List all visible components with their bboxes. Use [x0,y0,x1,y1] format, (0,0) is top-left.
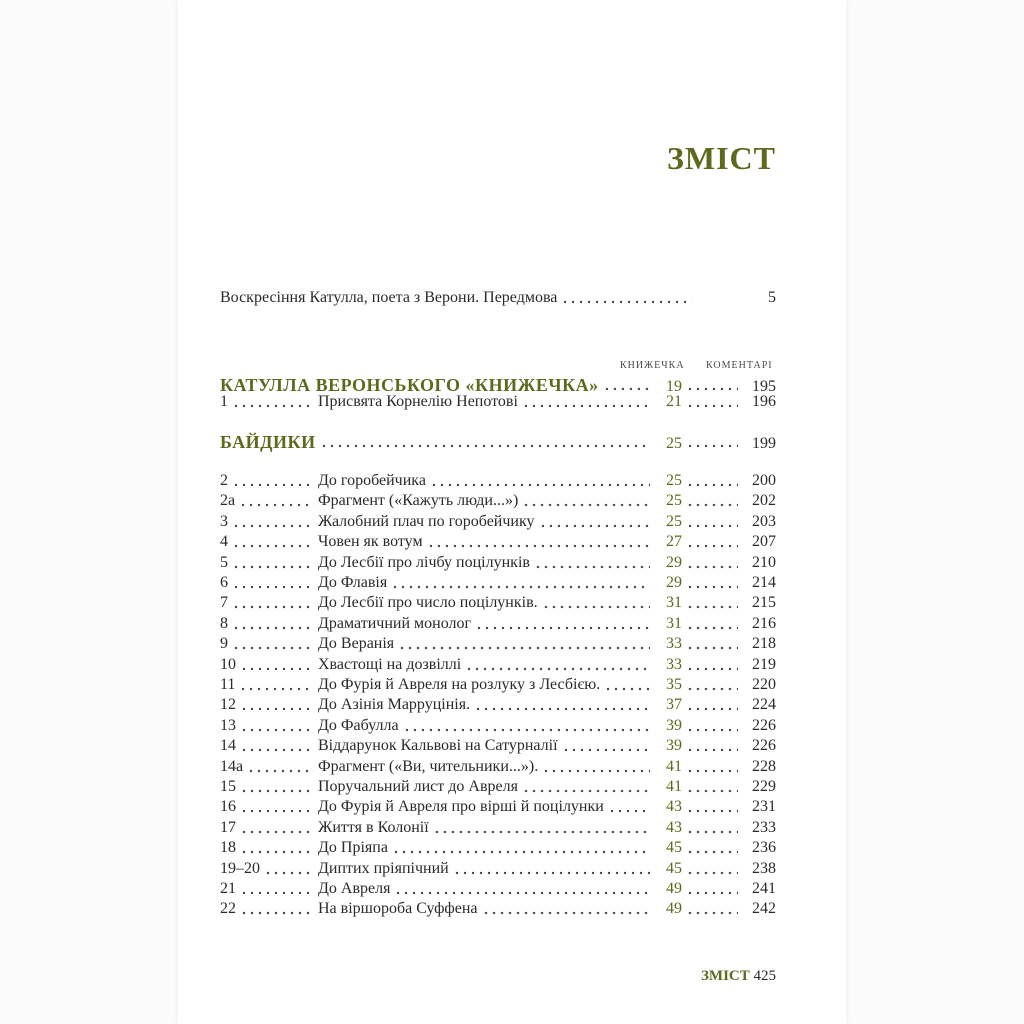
dot-leader [686,499,738,507]
book-page-number: 45 [666,859,682,877]
book-page-number: 39 [666,716,682,734]
toc-entry [220,757,776,777]
poem-title: Поручальний лист до Авреля [318,778,518,795]
toc-entry [220,532,776,552]
dot-leader [240,724,314,732]
poem-title: Жалобний плач по горобейчику [318,512,535,530]
book-page-number: 43 [666,818,682,836]
dot-leader [232,561,314,569]
book-page-number: 29 [666,553,682,571]
preface-title: Воскресіння Катулла, поета з Верони. Передмова [220,289,558,306]
book-page-number: 21 [666,393,682,410]
poem-number: 19–20 [220,859,260,877]
poem-title: Присвята Корнелію Непотові [318,393,518,410]
dot-leader [403,724,650,732]
comment-page-number: 214 [752,574,776,591]
dot-leader [686,826,738,834]
dot-leader [539,520,650,528]
dot-leader [686,520,738,528]
dot-leader [686,642,738,650]
book-page-number: 33 [666,655,682,673]
dot-leader [686,765,738,773]
dot-leader [247,765,314,773]
toc-entry [220,614,776,634]
dot-leader [240,907,314,915]
comment-page-number: 229 [752,778,776,795]
dot-leader [232,400,314,408]
book-page-number: 41 [666,778,682,795]
dot-leader [394,887,650,895]
poem-title: Диптих пріяпічний [318,859,449,877]
toc-entry [220,859,776,879]
poem-number: 5 [220,553,228,571]
toc-entry [220,695,776,715]
section-title: БАЙДИКИ [220,432,316,452]
toc-entry [220,736,776,756]
comment-page-number: 226 [752,737,776,755]
comment-page-number: 202 [752,492,776,510]
poem-number: 3 [220,512,228,530]
dot-leader [686,846,738,854]
poem-title: До Фурія й Авреля про вірші й поцілунки [318,798,604,816]
comment-page-number: 236 [752,839,776,857]
dot-leader [604,683,650,691]
comment-page-number: 195 [752,378,776,395]
book-page-number: 35 [666,676,682,693]
poem-title: До Лесбії про лічбу поцілунків [318,553,530,571]
dot-leader [686,805,738,813]
dot-leader [465,663,650,671]
dot-leader [264,867,314,875]
dot-leader [686,867,738,875]
dot-leader [482,907,651,915]
page-title: ЗМІСТ [667,140,776,176]
dot-leader [522,400,650,408]
comment-page-number: 218 [752,635,776,653]
book-page-number: 25 [666,435,682,452]
poem-number: 10 [220,655,236,673]
toc-entry [220,491,776,511]
comment-page-number: 226 [752,716,776,734]
poem-number: 7 [220,594,228,612]
dot-leader [686,683,738,691]
dot-leader [562,744,650,752]
book-page-number: 31 [666,614,682,632]
toc-entry [220,716,776,736]
dot-leader [240,887,314,895]
poem-title: Фрагмент («Кажуть люди...») [318,492,519,510]
poem-number: 14а [220,757,244,775]
section-title: КАТУЛЛА ВЕРОНСЬКОГО «КНИЖЕЧКА» [220,375,599,395]
dot-leader [686,540,738,548]
book-page-number: 37 [666,696,682,714]
dot-leader [232,540,314,548]
poem-number: 13 [220,716,236,734]
comment-page-number: 207 [752,533,776,551]
poem-title: Човен як вотум [318,533,423,551]
book-page-number: 19 [666,378,682,395]
comment-page-number: 199 [752,435,776,452]
dot-leader [686,581,738,589]
toc-entry [220,899,776,919]
poem-title: До Пріяпа [318,839,388,857]
poem-number: 21 [220,880,236,897]
toc-entry [220,797,776,817]
column-header-comments: КОМЕНТАРІ [706,360,773,371]
book-page-number: 41 [666,757,682,775]
dot-leader [522,785,650,793]
book-page-number: 45 [666,839,682,857]
dot-leader [522,499,650,507]
toc-entry [220,655,776,675]
dot-leader [239,683,314,691]
dot-leader [453,867,650,875]
dot-leader [686,561,738,569]
book-page-number: 25 [666,472,682,489]
toc-entry [220,777,776,797]
poem-number: 17 [220,818,236,836]
dot-leader [686,744,738,752]
comment-page-number: 224 [752,696,776,714]
poem-number: 22 [220,900,236,918]
dot-leader [433,826,650,834]
book-page [178,0,846,1024]
dot-leader [232,479,314,487]
poem-title: Життя в Колонії [318,818,429,836]
poem-title: До горобейчика [318,472,426,489]
comment-page-number: 215 [752,594,776,612]
dot-leader [391,581,650,589]
dot-leader [686,601,738,609]
book-page-number: 31 [666,594,682,612]
poem-number: 1 [220,393,228,410]
dot-leader [239,499,314,507]
poem-number: 16 [220,798,236,816]
comment-page-number: 228 [752,757,776,775]
poem-title: На віршороба Суффена [318,900,478,918]
poem-number: 12 [220,696,236,714]
book-page-number: 43 [666,798,682,816]
poem-title: До Фабулла [318,716,399,734]
dot-leader [392,846,650,854]
poem-title: До Авреля [318,880,391,897]
dot-leader [686,785,738,793]
toc-entry [220,593,776,613]
dot-leader [232,601,314,609]
comment-page-number: 242 [752,900,776,918]
poem-number: 6 [220,574,228,591]
toc-entry [220,818,776,838]
dot-leader [686,887,738,895]
poem-number: 4 [220,533,228,551]
dot-leader [542,765,650,773]
poem-title: До Веранія [318,635,395,653]
poem-number: 14 [220,737,236,755]
dot-leader [686,724,738,732]
dot-leader [686,663,738,671]
poem-title: До Фурія й Авреля на розлуку з Лесбією. [318,676,601,693]
book-page-number: 49 [666,900,682,918]
comment-page-number: 231 [752,798,776,816]
dot-leader [232,622,314,630]
preface-page: 5 [768,289,776,306]
toc-entry [220,471,776,491]
dot-leader [240,846,314,854]
dot-leader [561,296,692,304]
comment-page-number: 200 [752,472,776,489]
poem-title: До Лесбії про число поцілунків. [318,594,538,612]
comment-page-number: 216 [752,614,776,632]
dot-leader [240,785,314,793]
book-page-number: 33 [666,635,682,653]
dot-leader [686,907,738,915]
toc-entry [220,553,776,573]
poem-number: 2а [220,492,236,510]
toc-entry [220,675,776,695]
page-footer [701,968,776,985]
comment-page-number: 238 [752,859,776,877]
comment-page-number: 210 [752,553,776,571]
dot-leader [430,479,650,487]
toc-entry [220,512,776,532]
dot-leader [320,440,650,448]
dot-leader [240,826,314,834]
dot-leader [686,383,738,391]
dot-leader [232,581,314,589]
dot-leader [603,383,650,391]
book-page-number: 39 [666,737,682,755]
poem-number: 15 [220,778,236,795]
book-page-number: 25 [666,492,682,510]
poem-number: 8 [220,614,228,632]
comment-page-number: 241 [752,880,776,897]
dot-leader [232,642,314,650]
comment-page-number: 219 [752,655,776,673]
toc-entry-1 [220,392,776,412]
dot-leader [240,703,314,711]
comment-page-number: 220 [752,676,776,693]
column-header-book: КНИЖЕЧКА [620,360,685,371]
toc-entry [220,634,776,654]
dot-leader [240,744,314,752]
dot-leader [232,520,314,528]
dot-leader [240,805,314,813]
dot-leader [475,622,650,630]
poem-title: Віддарунок Кальвові на Сатурналії [318,737,558,755]
footer-page-number: 425 [753,968,776,984]
comment-page-number: 233 [752,818,776,836]
book-page-number: 25 [666,512,682,530]
book-page-number: 27 [666,533,682,551]
poem-title: Драматичний монолог [318,614,472,632]
dot-leader [240,663,314,671]
poem-title: Хвастощі на дозвіллі [318,655,462,673]
dot-leader [686,479,738,487]
book-page-number: 49 [666,880,682,897]
comment-page-number: 203 [752,512,776,530]
toc-section-baidyky [220,432,776,452]
dot-leader [474,703,650,711]
dot-leader [608,805,650,813]
poem-number: 9 [220,635,228,653]
footer-label: ЗМІСТ [701,968,750,984]
toc-entry [220,838,776,858]
dot-leader [686,440,738,448]
dot-leader [686,703,738,711]
poem-title: До Азінія Марруцінія. [318,696,471,714]
comment-page-number: 196 [752,393,776,410]
poem-number: 18 [220,839,236,857]
poem-number: 11 [220,676,236,693]
book-page-number: 29 [666,574,682,591]
toc-entry [220,879,776,899]
dot-leader [398,642,650,650]
dot-leader [534,561,650,569]
dot-leader [686,400,738,408]
poem-title: До Флавія [318,574,388,591]
dot-leader [542,601,650,609]
dot-leader [427,540,650,548]
toc-preface [220,288,776,308]
poem-number: 2 [220,472,228,489]
toc-entry [220,573,776,593]
dot-leader [686,622,738,630]
poem-title: Фрагмент («Ви, чительники...»). [318,757,539,775]
